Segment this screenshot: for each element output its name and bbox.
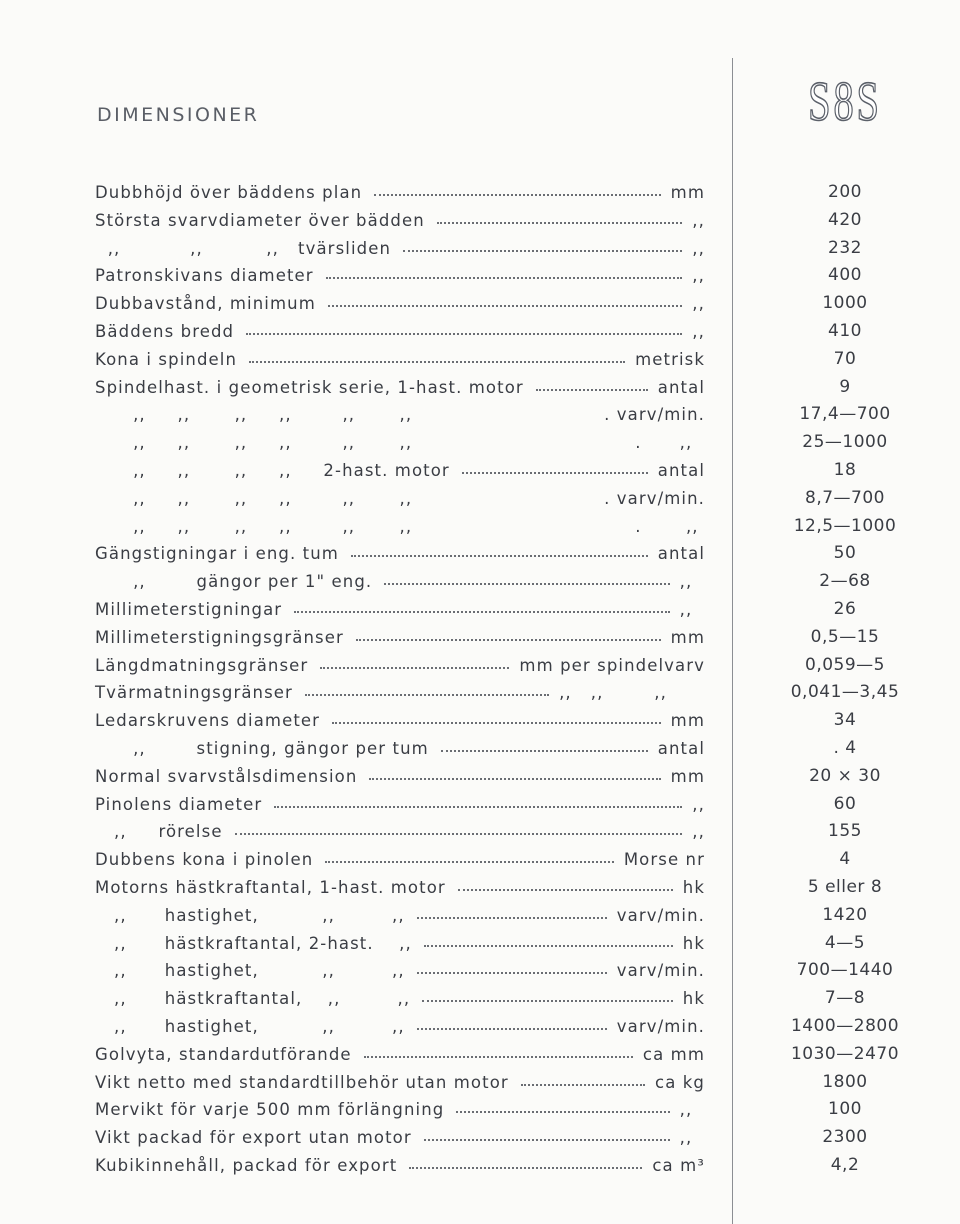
- leader-dots: [412, 405, 604, 424]
- spec-label-line: [95, 544, 705, 563]
- leader-dots: [294, 611, 669, 613]
- leader-dots: [536, 389, 648, 391]
- leader-dots: [374, 194, 660, 196]
- spec-value: 0,059—5: [805, 654, 885, 675]
- spec-label-line: [95, 322, 705, 341]
- spec-label: Ledarskruvens diameter: [95, 711, 321, 731]
- spec-value: 4,2: [830, 1154, 860, 1175]
- spec-row: [0, 819, 960, 847]
- spec-value: 700—1440: [796, 960, 894, 981]
- leader-dots: [364, 1056, 633, 1058]
- leader-dots: [326, 277, 683, 279]
- spec-unit: antal: [657, 377, 705, 397]
- spec-row: [0, 569, 960, 597]
- spec-label: Dubbhöjd över bäddens plan: [95, 183, 363, 202]
- spec-unit: . varv/min.: [604, 488, 705, 508]
- spec-label-line: [95, 433, 705, 452]
- spec-unit: ,,: [692, 822, 705, 842]
- leader-dots: [424, 1139, 670, 1141]
- spec-value: 34: [833, 710, 857, 731]
- spec-label-line: [95, 989, 705, 1008]
- spec-table: [0, 180, 960, 1181]
- spec-label: Vikt netto med standardtillbehör utan motor: [95, 1072, 509, 1092]
- spec-row: [0, 375, 960, 403]
- leader-dots: [328, 305, 682, 307]
- spec-row: [0, 708, 960, 736]
- spec-value: 7—8: [824, 988, 866, 1009]
- spec-unit: . ,,: [635, 433, 705, 453]
- spec-label-line: [95, 767, 705, 786]
- spec-value: 232: [828, 237, 862, 258]
- spec-label: Patronskivans diameter: [95, 266, 314, 286]
- spec-row: [0, 736, 960, 764]
- leader-dots: [246, 333, 682, 335]
- spec-label-line: [95, 350, 705, 369]
- spec-unit: varv/min.: [616, 1016, 705, 1036]
- leader-dots: [320, 667, 509, 669]
- spec-value: 4: [839, 849, 851, 870]
- spec-label: Tvärmatningsgränser: [95, 683, 293, 703]
- leader-dots: [305, 694, 549, 696]
- spec-label: Spindelhast. i geometrisk serie, 1-hast. motor: [95, 377, 524, 397]
- spec-value: . 4: [833, 737, 857, 758]
- spec-unit: hk: [682, 989, 705, 1009]
- spec-row: [0, 541, 960, 569]
- leader-dots: [422, 1000, 673, 1002]
- spec-label-line: [95, 1073, 705, 1092]
- spec-unit: antal: [657, 738, 705, 758]
- spec-row: [0, 1070, 960, 1098]
- spec-label: ,, hästkraftantal, 2-hast. ,,: [95, 933, 412, 953]
- spec-row: [0, 986, 960, 1014]
- spec-label: ,, gängor per 1" eng.: [95, 572, 373, 592]
- leader-dots: [274, 806, 682, 808]
- spec-unit: mm per spindelvarv: [519, 655, 705, 675]
- spec-unit: mm: [670, 183, 705, 202]
- leader-dots: [458, 889, 673, 891]
- spec-label: Kona i spindeln: [95, 349, 238, 369]
- spec-unit: mm: [670, 627, 705, 647]
- spec-value: 155: [828, 821, 862, 842]
- spec-row: [0, 1153, 960, 1181]
- spec-label-line: [95, 739, 705, 758]
- spec-value: 2300: [822, 1127, 868, 1148]
- spec-label: Motorns hästkraftantal, 1-hast. motor: [95, 877, 446, 897]
- spec-unit: ,,: [679, 599, 705, 619]
- spec-value: 4—5: [824, 932, 866, 953]
- leader-dots: [412, 433, 635, 452]
- spec-unit: ,,: [692, 321, 705, 341]
- spec-row: [0, 514, 960, 542]
- spec-label-line: [95, 1100, 705, 1119]
- leader-dots: [403, 250, 682, 252]
- spec-unit: ca mm: [642, 1044, 705, 1064]
- spec-unit: ,,: [679, 1128, 705, 1148]
- spec-label-line: [95, 461, 705, 480]
- spec-label: ,, stigning, gängor per tum: [95, 738, 429, 758]
- spec-row: [0, 625, 960, 653]
- spec-label: Mervikt för varje 500 mm förlängning: [95, 1100, 445, 1120]
- spec-label-line: [95, 517, 705, 536]
- spec-unit: ,,: [692, 294, 705, 314]
- spec-label-line: [95, 600, 705, 619]
- spec-unit: ,,: [679, 1100, 705, 1120]
- spec-row: [0, 1097, 960, 1125]
- spec-label: ,, ,, ,, ,, 2-hast. motor: [95, 460, 450, 480]
- spec-value: 1420: [822, 904, 868, 925]
- spec-row: [0, 291, 960, 319]
- spec-row: [0, 1014, 960, 1042]
- leader-dots: [235, 833, 683, 835]
- spec-label: Pinolens diameter: [95, 794, 263, 814]
- spec-row: [0, 764, 960, 792]
- spec-unit: ,,: [692, 266, 705, 286]
- spec-row: [0, 430, 960, 458]
- leader-dots: [412, 489, 604, 508]
- spec-unit: ,,: [692, 210, 705, 230]
- spec-label-line: [95, 934, 705, 953]
- spec-unit: . varv/min.: [604, 405, 705, 425]
- spec-row: [0, 180, 960, 208]
- spec-label: Gängstigningar i eng. tum: [95, 544, 339, 564]
- spec-label-line: [95, 850, 705, 869]
- spec-label: Vikt packad för export utan motor: [95, 1128, 412, 1148]
- spec-label: Dubbens kona i pinolen: [95, 850, 314, 870]
- spec-unit: ca m³: [652, 1155, 705, 1175]
- leader-dots: [356, 639, 661, 641]
- spec-label-line: [95, 1017, 705, 1036]
- spec-label: ,, hastighet, ,, ,,: [95, 1016, 405, 1036]
- spec-row: [0, 931, 960, 959]
- spec-label-line: [95, 628, 705, 647]
- spec-value: 12,5—1000: [793, 515, 897, 536]
- spec-label: Millimeterstigningsgränser: [95, 627, 344, 647]
- spec-value: 8,7—700: [805, 487, 885, 508]
- spec-label: ,, hastighet, ,, ,,: [95, 905, 405, 925]
- spec-label-line: [95, 211, 705, 230]
- spec-label-line: [95, 656, 705, 675]
- spec-value: 50: [833, 543, 857, 564]
- spec-label: Normal svarvstålsdimension: [95, 766, 358, 786]
- spec-label-line: [95, 711, 705, 730]
- spec-unit: hk: [682, 877, 705, 897]
- spec-row: [0, 208, 960, 236]
- spec-value: 410: [828, 320, 862, 341]
- leader-dots: [249, 361, 625, 363]
- spec-label: Bäddens bredd: [95, 321, 235, 341]
- model-heading: S8S: [808, 71, 882, 133]
- spec-label: ,, hastighet, ,, ,,: [95, 961, 405, 981]
- spec-label-line: [95, 266, 705, 285]
- spec-label-line: [95, 795, 705, 814]
- spec-label-line: [95, 183, 705, 202]
- leader-dots: [424, 945, 673, 947]
- spec-value: 1000: [822, 293, 868, 314]
- leader-dots: [417, 972, 607, 974]
- spec-row: [0, 458, 960, 486]
- leader-dots: [521, 1084, 645, 1086]
- spec-label-line: [95, 294, 705, 313]
- spec-row: [0, 263, 960, 291]
- spec-label: Kubikinnehåll, packad för export: [95, 1155, 398, 1175]
- spec-unit: mm: [670, 766, 705, 786]
- spec-row: [0, 875, 960, 903]
- leader-dots: [332, 722, 661, 724]
- spec-value: 70: [833, 348, 857, 369]
- leader-dots: [412, 517, 635, 536]
- spec-row: [0, 653, 960, 681]
- spec-label-line: [95, 878, 705, 897]
- spec-row: [0, 903, 960, 931]
- spec-value: 20 × 30: [809, 765, 881, 786]
- spec-value: 1030—2470: [790, 1043, 900, 1064]
- spec-value: 18: [833, 459, 857, 480]
- spec-value: 100: [828, 1099, 862, 1120]
- leader-dots: [325, 861, 614, 863]
- spec-value: 0,041—3,45: [790, 682, 900, 703]
- spec-row: [0, 319, 960, 347]
- spec-row: [0, 597, 960, 625]
- spec-label: ,, rörelse: [95, 822, 223, 842]
- spec-label: ,, hästkraftantal, ,, ,,: [95, 989, 411, 1009]
- spec-label-line: [95, 822, 705, 841]
- spec-value: 26: [833, 598, 857, 619]
- spec-label: ,, ,, ,, ,, ,, ,,: [95, 516, 413, 536]
- spec-label-line: [95, 961, 705, 980]
- spec-label-line: [95, 489, 705, 508]
- spec-label: ,, ,, ,, ,, ,, ,,: [95, 405, 413, 425]
- spec-value: 17,4—700: [799, 404, 891, 425]
- spec-value: 1800: [822, 1071, 868, 1092]
- spec-label-line: [95, 1045, 705, 1064]
- spec-label-line: [95, 1156, 705, 1175]
- spec-value: 25—1000: [802, 432, 888, 453]
- spec-row: [0, 847, 960, 875]
- spec-unit: antal: [657, 544, 705, 564]
- spec-unit: hk: [682, 933, 705, 953]
- spec-row: [0, 792, 960, 820]
- spec-value: 200: [828, 182, 862, 202]
- spec-unit: varv/min.: [616, 961, 705, 981]
- spec-row: [0, 486, 960, 514]
- spec-label: ,, ,, ,, tvärsliden: [95, 238, 392, 258]
- spec-label: ,, ,, ,, ,, ,, ,,: [95, 433, 413, 453]
- spec-row: [0, 402, 960, 430]
- spec-label-line: [95, 572, 705, 591]
- leader-dots: [351, 555, 648, 557]
- leader-dots: [456, 1111, 669, 1113]
- spec-row: [0, 680, 960, 708]
- spec-row: [0, 236, 960, 264]
- spec-label: Längdmatningsgränser: [95, 655, 309, 675]
- leader-dots: [417, 917, 607, 919]
- spec-unit: antal: [657, 460, 705, 480]
- spec-label: Dubbavstånd, minimum: [95, 294, 316, 314]
- spec-row: [0, 958, 960, 986]
- spec-unit: ,,: [692, 794, 705, 814]
- spec-value: 2—68: [819, 571, 871, 592]
- spec-unit: ca kg: [655, 1072, 705, 1092]
- spec-unit: ,,: [692, 238, 705, 258]
- spec-value: 60: [833, 793, 857, 814]
- spec-label-line: [95, 1128, 705, 1147]
- spec-label: Millimeterstigningar: [95, 599, 283, 619]
- leader-dots: [384, 583, 669, 585]
- spec-unit: varv/min.: [616, 905, 705, 925]
- leader-dots: [409, 1167, 642, 1169]
- spec-value: 420: [828, 209, 862, 230]
- spec-value: 1400—2800: [790, 1015, 900, 1036]
- leader-dots: [437, 222, 683, 224]
- spec-value: 5 eller 8: [807, 876, 883, 897]
- spec-unit: metrisk: [635, 349, 705, 369]
- spec-label-line: [95, 683, 705, 702]
- leader-dots: [441, 750, 648, 752]
- spec-row: [0, 1042, 960, 1070]
- spec-row: [0, 347, 960, 375]
- spec-value: 400: [828, 265, 862, 286]
- spec-label: Största svarvdiameter över bädden: [95, 210, 425, 230]
- spec-value: 9: [839, 376, 851, 397]
- spec-label-line: [95, 378, 705, 397]
- spec-unit: . ,,: [635, 516, 705, 536]
- spec-unit: Morse nr: [623, 850, 705, 870]
- spec-value: 0,5—15: [810, 626, 880, 647]
- spec-unit: ,,: [679, 572, 705, 592]
- spec-label: Golvyta, standardutförande: [95, 1044, 352, 1064]
- leader-dots: [369, 778, 660, 780]
- spec-label: ,, ,, ,, ,, ,, ,,: [95, 488, 413, 508]
- section-title: DIMENSIONER: [97, 104, 260, 126]
- spec-unit: mm: [670, 711, 705, 731]
- leader-dots: [462, 472, 648, 474]
- spec-row: [0, 1125, 960, 1153]
- spec-label-line: [95, 405, 705, 424]
- spec-label-line: [95, 239, 705, 258]
- leader-dots: [417, 1028, 607, 1030]
- spec-unit: ,, ,, ,,: [559, 683, 705, 703]
- spec-label-line: [95, 906, 705, 925]
